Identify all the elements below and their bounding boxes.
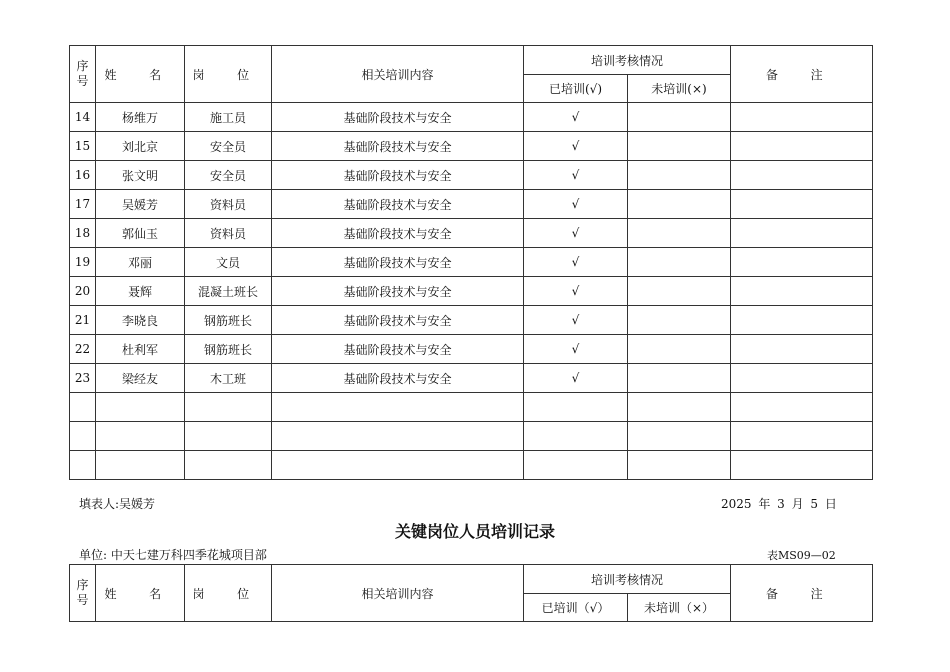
cell-trained: √ <box>524 277 628 306</box>
cell-name: 邓丽 <box>96 248 185 277</box>
table-row <box>70 248 873 277</box>
cell-content: 基础阶段技术与安全 <box>272 248 524 277</box>
cell-trained <box>524 422 628 451</box>
header-name: 姓 名 <box>96 565 185 622</box>
training-record-table-header <box>69 564 873 622</box>
cell-untrained <box>628 335 731 364</box>
table-row <box>70 422 873 451</box>
cell-name: 吴媛芳 <box>96 190 185 219</box>
cell-no: 21 <box>70 306 96 335</box>
cell-remarks <box>731 422 873 451</box>
training-record-table <box>69 45 873 480</box>
header-remarks: 备 注 <box>731 46 873 103</box>
cell-position: 混凝土班长 <box>185 277 272 306</box>
cell-no: 16 <box>70 161 96 190</box>
cell-name: 郭仙玉 <box>96 219 185 248</box>
cell-trained: √ <box>524 132 628 161</box>
header-content: 相关培训内容 <box>272 565 524 622</box>
cell-name: 聂辉 <box>96 277 185 306</box>
cell-content <box>272 451 524 480</box>
cell-name: 杜利军 <box>96 335 185 364</box>
cell-position: 资料员 <box>185 219 272 248</box>
cell-no <box>70 451 96 480</box>
cell-position <box>185 451 272 480</box>
cell-no: 20 <box>70 277 96 306</box>
header-name: 姓 名 <box>96 46 185 103</box>
cell-no: 22 <box>70 335 96 364</box>
cell-name <box>96 422 185 451</box>
cell-remarks <box>731 248 873 277</box>
header-assessment: 培训考核情况 <box>524 565 731 594</box>
header-position: 岗 位 <box>185 46 272 103</box>
table-row <box>70 335 873 364</box>
cell-untrained <box>628 132 731 161</box>
cell-content: 基础阶段技术与安全 <box>272 132 524 161</box>
cell-remarks <box>731 277 873 306</box>
cell-trained: √ <box>524 248 628 277</box>
cell-position <box>185 393 272 422</box>
cell-position: 文员 <box>185 248 272 277</box>
cell-untrained <box>628 393 731 422</box>
header-trained: 已培训（√） <box>524 594 628 622</box>
form-code: 表MS09—02 <box>767 549 836 562</box>
header-assessment: 培训考核情况 <box>524 46 731 75</box>
cell-untrained <box>628 219 731 248</box>
cell-content: 基础阶段技术与安全 <box>272 306 524 335</box>
record-date: 2025 年 3 月 5 日 <box>721 497 837 511</box>
page-title: 关键岗位人员培训记录 <box>394 522 555 541</box>
cell-no <box>70 422 96 451</box>
header-position: 岗 位 <box>185 565 272 622</box>
cell-name: 刘北京 <box>96 132 185 161</box>
header-remarks: 备 注 <box>731 565 873 622</box>
cell-trained: √ <box>524 364 628 393</box>
cell-content <box>272 393 524 422</box>
cell-remarks <box>731 190 873 219</box>
cell-trained: √ <box>524 161 628 190</box>
table-row <box>70 277 873 306</box>
cell-untrained <box>628 190 731 219</box>
cell-content: 基础阶段技术与安全 <box>272 335 524 364</box>
cell-remarks <box>731 132 873 161</box>
cell-trained <box>524 393 628 422</box>
cell-content <box>272 422 524 451</box>
cell-trained: √ <box>524 190 628 219</box>
unit-label: 单位: 中天七建万科四季花城项目部 <box>79 548 267 562</box>
cell-position: 木工班 <box>185 364 272 393</box>
cell-name <box>96 393 185 422</box>
cell-no: 15 <box>70 132 96 161</box>
cell-untrained <box>628 277 731 306</box>
cell-position <box>185 422 272 451</box>
cell-position: 钢筋班长 <box>185 306 272 335</box>
cell-content: 基础阶段技术与安全 <box>272 161 524 190</box>
cell-position: 资料员 <box>185 190 272 219</box>
cell-content: 基础阶段技术与安全 <box>272 277 524 306</box>
table-row <box>70 219 873 248</box>
cell-remarks <box>731 335 873 364</box>
cell-trained: √ <box>524 219 628 248</box>
cell-trained <box>524 451 628 480</box>
table-row <box>70 132 873 161</box>
cell-untrained <box>628 248 731 277</box>
table-row <box>70 306 873 335</box>
cell-remarks <box>731 393 873 422</box>
cell-remarks <box>731 103 873 132</box>
cell-remarks <box>731 364 873 393</box>
cell-no <box>70 393 96 422</box>
header-untrained: 未培训（×） <box>628 594 731 622</box>
cell-name: 张文明 <box>96 161 185 190</box>
cell-untrained <box>628 103 731 132</box>
header-trained: 已培训(√) <box>524 75 628 103</box>
cell-remarks <box>731 451 873 480</box>
cell-untrained <box>628 306 731 335</box>
cell-no: 23 <box>70 364 96 393</box>
cell-name: 梁经友 <box>96 364 185 393</box>
filler-label: 填表人:吴媛芳 <box>79 497 156 511</box>
cell-name: 杨维万 <box>96 103 185 132</box>
cell-content: 基础阶段技术与安全 <box>272 190 524 219</box>
cell-content: 基础阶段技术与安全 <box>272 103 524 132</box>
table-row <box>70 103 873 132</box>
cell-no: 17 <box>70 190 96 219</box>
cell-name <box>96 451 185 480</box>
cell-remarks <box>731 219 873 248</box>
cell-name: 李晓良 <box>96 306 185 335</box>
table-row <box>70 451 873 480</box>
cell-position: 施工员 <box>185 103 272 132</box>
cell-untrained <box>628 364 731 393</box>
cell-remarks <box>731 306 873 335</box>
cell-position: 安全员 <box>185 161 272 190</box>
table-row <box>70 190 873 219</box>
cell-no: 18 <box>70 219 96 248</box>
cell-trained: √ <box>524 306 628 335</box>
table-row <box>70 364 873 393</box>
cell-position: 钢筋班长 <box>185 335 272 364</box>
cell-untrained <box>628 451 731 480</box>
cell-content: 基础阶段技术与安全 <box>272 219 524 248</box>
table-row <box>70 393 873 422</box>
cell-no: 19 <box>70 248 96 277</box>
header-untrained: 未培训(×) <box>628 75 731 103</box>
header-seq: 序号 <box>70 565 96 622</box>
cell-no: 14 <box>70 103 96 132</box>
cell-position: 安全员 <box>185 132 272 161</box>
header-content: 相关培训内容 <box>272 46 524 103</box>
cell-content: 基础阶段技术与安全 <box>272 364 524 393</box>
cell-trained: √ <box>524 335 628 364</box>
cell-untrained <box>628 422 731 451</box>
cell-untrained <box>628 161 731 190</box>
cell-trained: √ <box>524 103 628 132</box>
header-seq: 序号 <box>70 46 96 103</box>
cell-remarks <box>731 161 873 190</box>
table-row <box>70 161 873 190</box>
